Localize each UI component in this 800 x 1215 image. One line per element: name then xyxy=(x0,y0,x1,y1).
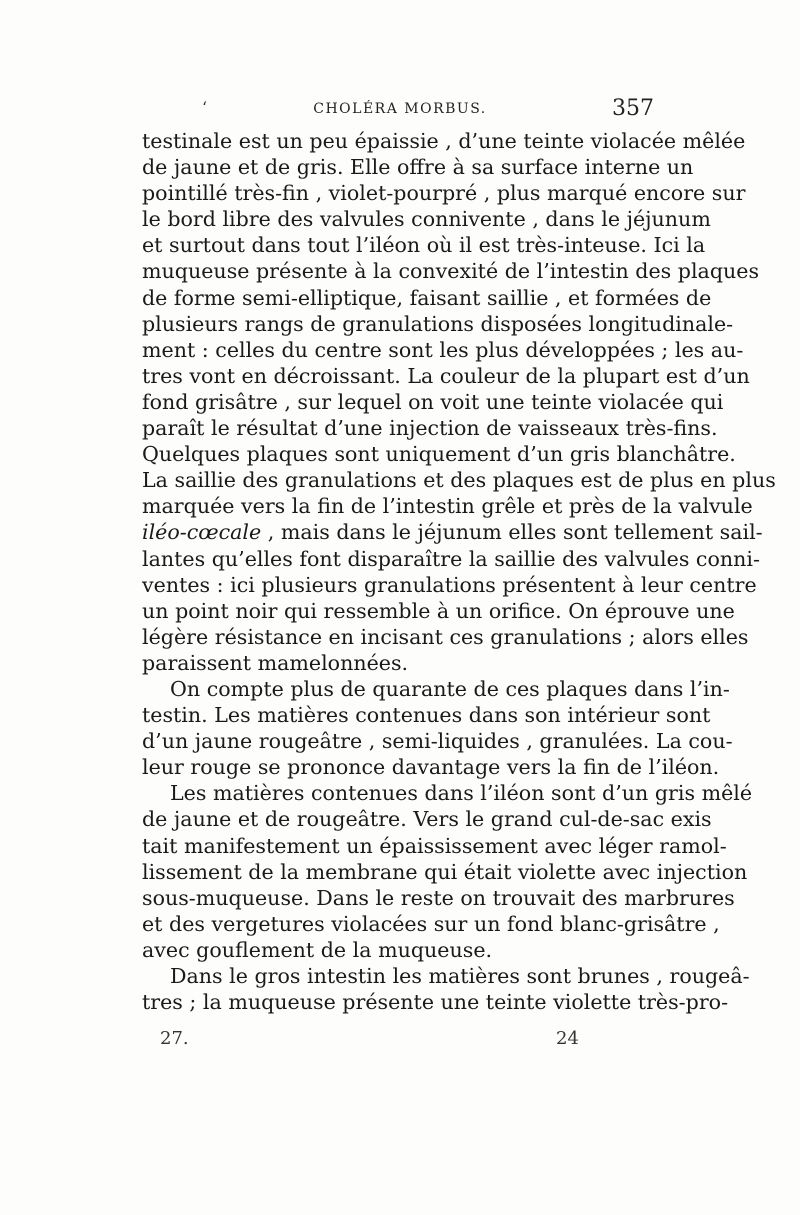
text-line: tres ; la muqueuse présente une teinte violette très-pro- xyxy=(142,990,729,1015)
text-line: sous-muqueuse. Dans le reste on trouvait des marbrures xyxy=(142,885,735,910)
text-line-paragraph-start: Les matières contenues dans l’iléon sont d’un gris mêlé xyxy=(170,781,753,806)
header-mark: ‘ xyxy=(202,98,208,117)
text-line-paragraph-end: avec gouflement de la muqueuse. xyxy=(142,937,493,962)
text-line: muqueuse présente à la convexité de l’intestin des plaques xyxy=(142,259,760,284)
text-line: ment : celles du centre sont les plus développées ; les au- xyxy=(142,337,744,362)
text-line-rest: , mais dans le jéjunum elles sont tellement sail- xyxy=(261,520,763,545)
text-line: lissement de la membrane qui était violette avec injection xyxy=(142,859,748,884)
page-header xyxy=(140,96,660,126)
text-line: un point noir qui ressemble à un orifice. On éprouve une xyxy=(142,598,735,623)
text-line: fond grisâtre , sur lequel on voit une teinte violacée qui xyxy=(142,389,724,414)
text-line: lantes qu’elles font disparaître la saillie des valvules conni- xyxy=(142,546,760,571)
text-line-paragraph-end: leur rouge se prononce davantage vers la fin de l’iléon. xyxy=(142,755,720,780)
text-line: d’un jaune rougeâtre , semi-liquides , granulées. La cou- xyxy=(142,729,733,754)
text-line: et surtout dans tout l’iléon où il est très-inteuse. Ici la xyxy=(142,233,706,258)
text-line: ventes : ici plusieurs granulations présentent à leur centre xyxy=(142,572,757,597)
body-text xyxy=(142,128,776,1015)
text-line: paraît le résultat d’une injection de vaisseaux très-fins. xyxy=(142,416,718,441)
text-line-paragraph-start: Dans le gros intestin les matières sont brunes , rougeâ- xyxy=(170,964,750,988)
page-number: 357 xyxy=(612,96,654,121)
text-line: de jaune et de gris. Elle offre à sa surface interne un xyxy=(142,155,694,180)
text-line: tres vont en décroissant. La couleur de la plupart est d’un xyxy=(142,363,750,388)
italic-term: iléo-cœcale xyxy=(142,520,262,545)
page-footer xyxy=(160,1028,620,1058)
text-line-italic-lead xyxy=(142,519,763,545)
text-line: de jaune et de rougeâtre. Vers le grand cul-de-sac exis xyxy=(142,807,712,832)
text-line: La saillie des granulations et des plaques est de plus en plus xyxy=(142,468,776,493)
text-line-paragraph-start: On compte plus de quarante de ces plaques dans l’in- xyxy=(170,676,730,701)
text-line: plusieurs rangs de granulations disposées longitudinale- xyxy=(142,311,734,336)
text-line: marquée vers la fin de l’intestin grêle et près de la valvule xyxy=(142,494,753,519)
text-line: le bord libre des valvules connivente , dans le jéjunum xyxy=(142,207,711,232)
text-line: testinale est un peu épaissie , d’une teinte violacée mêlée xyxy=(142,129,746,153)
text-line: Quelques plaques sont uniquement d’un gris blanchâtre. xyxy=(142,442,736,467)
sheet-number: 24 xyxy=(556,1028,579,1049)
text-line: légère résistance en incisant ces granulations ; alors elles xyxy=(142,624,749,649)
running-title: CHOLÉRA MORBUS. xyxy=(313,101,487,117)
signature-mark: 27. xyxy=(160,1028,189,1049)
text-line: tait manifestement un épaississement avec léger ramol- xyxy=(142,833,727,858)
text-line: et des vergetures violacées sur un fond blanc-grisâtre , xyxy=(142,911,720,936)
text-line: de forme semi-elliptique, faisant saillie , et formées de xyxy=(142,285,712,310)
text-line: testin. Les matières contenues dans son intérieur sont xyxy=(142,703,711,728)
text-line-paragraph-end: paraissent mamelonnées. xyxy=(142,650,409,675)
text-line: pointillé très-fin , violet-pourpré , plus marqué encore sur xyxy=(142,181,746,206)
